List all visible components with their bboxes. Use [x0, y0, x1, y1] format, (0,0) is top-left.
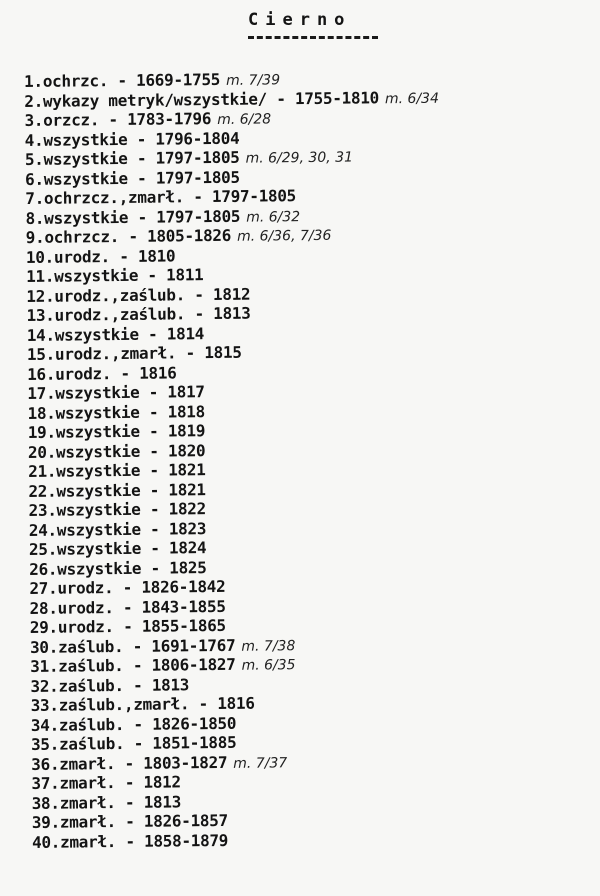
- entry-text: 7.ochrzcz.,zmarł. - 1797-1805: [25, 186, 297, 208]
- entry-text: 18.wszystkie - 1818: [27, 401, 205, 423]
- entry-text: 25.wszystkie - 1824: [28, 538, 207, 559]
- entry-text: 9.ochrzcz. - 1805-1826: [25, 225, 232, 247]
- entry-text: 1.ochrzc. - 1669-1755: [24, 69, 221, 91]
- entry-text: 30.zaślub. - 1691-1767: [29, 635, 236, 657]
- entry-text: 17.wszystkie - 1817: [27, 382, 205, 403]
- entry-text: 6.wszystkie - 1797-1805: [25, 167, 240, 189]
- handwritten-note: m. 7/37: [233, 754, 288, 772]
- entry-text: 34.zaślub. - 1826-1850: [30, 713, 237, 735]
- entry-text: 15.urodz.,zmarł. - 1815: [26, 342, 242, 364]
- handwritten-note: m. 6/29, 30, 31: [245, 149, 354, 167]
- entry-text: 14.wszystkie - 1814: [26, 323, 205, 345]
- entry-text: 10.urodz. - 1810: [25, 245, 176, 267]
- entry-text: 12.urodz.,zaślub. - 1812: [26, 284, 251, 306]
- entry-text: 13.urodz.,zaślub. - 1813: [26, 303, 251, 325]
- entry-text: 5.wszystkie - 1797-1805: [24, 147, 240, 169]
- entry-text: 40.zmarł. - 1858-1879: [31, 830, 229, 852]
- entry-text: 37.zmarł. - 1812: [31, 772, 181, 793]
- entry-list: [24, 66, 600, 852]
- handwritten-note: m. 7/38: [241, 637, 296, 655]
- entry-text: 28.urodz. - 1843-1855: [29, 596, 226, 618]
- entry-text: 27.urodz. - 1826-1842: [29, 576, 226, 598]
- entry-text: 24.wszystkie - 1823: [28, 518, 207, 540]
- entry-text: 2.wykazy metryk/wszystkie/ - 1755-1810: [24, 87, 380, 111]
- entry-text: 8.wszystkie - 1797-1805: [25, 206, 241, 228]
- entry-text: 20.wszystkie - 1820: [27, 440, 206, 462]
- entry-text: 23.wszystkie - 1822: [28, 499, 207, 520]
- entry-text: 35.zaślub. - 1851-1885: [30, 732, 237, 754]
- entry-text: 11.wszystkie - 1811: [26, 265, 204, 286]
- entry-text: 21.wszystkie - 1821: [28, 460, 206, 481]
- entry-text: 39.zmarł. - 1826-1857: [31, 810, 228, 832]
- handwritten-note: m. 6/35: [241, 657, 296, 674]
- handwritten-note: m. 6/34: [384, 90, 440, 107]
- handwritten-note: m. 6/32: [246, 208, 301, 226]
- handwritten-note: m. 6/28: [217, 111, 272, 128]
- entry-text: 33.zaślub.,zmarł. - 1816: [30, 693, 255, 715]
- entry-text: 22.wszystkie - 1821: [28, 479, 206, 501]
- entry-text: 16.urodz. - 1816: [27, 362, 177, 384]
- entry-text: 32.zaślub. - 1813: [30, 674, 190, 696]
- entry-text: 29.urodz. - 1855-1865: [29, 615, 226, 637]
- handwritten-note: m. 7/39: [226, 72, 281, 89]
- entry-text: 26.wszystkie - 1825: [29, 557, 207, 579]
- entry-text: 3.orzcz. - 1783-1796: [24, 109, 212, 130]
- handwritten-note: m. 6/36, 7/36: [236, 227, 332, 245]
- entry-text: 4.wszystkie - 1796-1804: [24, 128, 240, 150]
- entry-text: 36.zmarł. - 1803-1827: [31, 752, 228, 774]
- entry-text: 31.zaślub. - 1806-1827: [30, 654, 236, 676]
- page-title: Cierno: [248, 10, 352, 30]
- entry-text: 19.wszystkie - 1819: [27, 421, 206, 442]
- entry-text: 38.zmarł. - 1813: [31, 791, 182, 813]
- title-underline: [248, 36, 378, 39]
